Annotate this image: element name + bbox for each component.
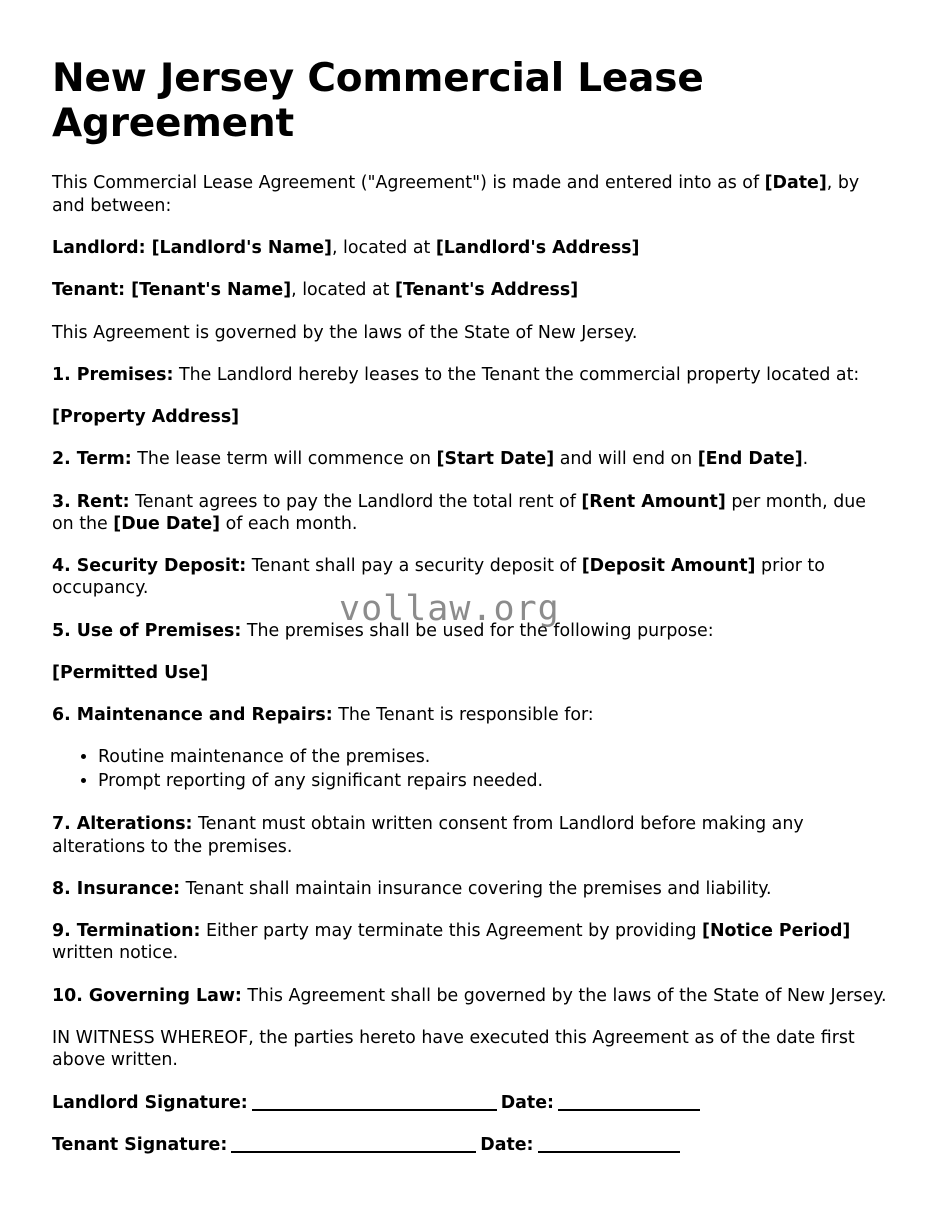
section-term-body-1: The lease term will commence on <box>131 449 437 470</box>
tenant-date-label: Date: <box>480 1134 534 1155</box>
property-address-placeholder-line <box>52 406 887 428</box>
section-insurance-heading: 8. Insurance: <box>52 878 181 899</box>
intro-text-after-date: , by and between: <box>52 173 860 216</box>
section-security-deposit-body-1: Tenant shall pay a security deposit of <box>246 556 582 577</box>
landlord-signature-row <box>52 1092 887 1114</box>
due-date-placeholder: [Due Date] <box>113 513 221 534</box>
section-maintenance-heading: 6. Maintenance and Repairs: <box>52 705 333 726</box>
list-item: • Prompt reporting of any significant repairs needed. <box>98 770 887 793</box>
section-governing-law-body: This Agreement shall be governed by the laws of the State of New Jersey. <box>241 985 887 1006</box>
section-insurance <box>52 878 887 900</box>
intro-text-before-date: This Commercial Lease Agreement ("Agreement") is made and entered into as of <box>52 173 765 194</box>
landlord-party-line <box>52 237 887 259</box>
section-term <box>52 448 887 470</box>
section-term-heading: 2. Term: <box>52 449 132 470</box>
section-termination-body-2: written notice. <box>52 943 179 964</box>
section-premises-heading: 1. Premises: <box>52 364 174 385</box>
tenant-party-line <box>52 279 887 301</box>
site-watermark: vollaw.org <box>339 589 560 629</box>
section-maintenance <box>52 704 887 726</box>
property-address-placeholder: [Property Address] <box>52 407 240 428</box>
section-rent <box>52 491 887 536</box>
witness-clause: IN WITNESS WHEREOF, the parties hereto have executed this Agreement as of the date first above written. <box>52 1027 855 1071</box>
tenant-label-name: Tenant: [Tenant's Name] <box>52 280 292 301</box>
landlord-connector: , located at <box>332 238 436 258</box>
section-security-deposit-heading: 4. Security Deposit: <box>52 556 247 577</box>
section-security-deposit <box>52 555 887 600</box>
section-alterations-body: Tenant must obtain written consent from Landlord before making any alterations to the premises. <box>52 814 804 857</box>
section-use-of-premises-body: The premises shall be used for the following purpose: <box>241 620 714 641</box>
landlord-signature-field[interactable] <box>252 1109 497 1111</box>
notice-period-placeholder: [Notice Period] <box>702 921 851 942</box>
start-date-placeholder: [Start Date] <box>436 449 555 470</box>
section-use-of-premises-heading: 5. Use of Premises: <box>52 620 242 641</box>
section-security-deposit-body-2: prior to occupancy. <box>52 556 825 599</box>
section-governing-law <box>52 985 887 1007</box>
section-premises-body: The Landlord hereby leases to the Tenant the commercial property located at: <box>173 364 860 385</box>
section-governing-law-heading: 10. Governing Law: <box>52 985 242 1006</box>
permitted-use-placeholder-line <box>52 662 887 684</box>
section-rent-heading: 3. Rent: <box>52 491 130 512</box>
date-placeholder: [Date] <box>764 173 827 194</box>
section-alterations <box>52 813 887 858</box>
landlord-date-field[interactable] <box>558 1109 700 1111</box>
deposit-amount-placeholder: [Deposit Amount] <box>581 556 756 577</box>
rent-amount-placeholder: [Rent Amount] <box>581 491 726 512</box>
section-insurance-body: Tenant shall maintain insurance covering the premises and liability. <box>180 878 772 899</box>
section-premises <box>52 364 887 386</box>
end-date-placeholder: [End Date] <box>697 449 803 470</box>
tenant-connector: , located at <box>291 280 395 301</box>
tenant-signature-field[interactable] <box>231 1151 476 1153</box>
section-rent-body-1: Tenant agrees to pay the Landlord the total rent of <box>129 491 582 512</box>
governing-statement: This Agreement is governed by the laws of the State of New Jersey. <box>52 322 638 343</box>
tenant-date-field[interactable] <box>538 1151 680 1153</box>
section-use-of-premises <box>52 620 887 642</box>
tenant-signature-label: Tenant Signature: <box>52 1134 228 1155</box>
landlord-address-placeholder: [Landlord's Address] <box>435 238 640 258</box>
section-term-body-2: and will end on <box>554 449 698 470</box>
section-term-body-3: . <box>802 449 809 470</box>
landlord-label-name: Landlord: [Landlord's Name] <box>52 238 332 258</box>
tenant-signature-row <box>52 1134 887 1156</box>
maintenance-responsibility-list <box>52 746 887 793</box>
section-rent-body-3: of each month. <box>220 513 358 534</box>
section-rent-body-2: per month, due on the <box>52 491 867 534</box>
page-title: New Jersey Commercial Lease Agreement <box>52 56 704 147</box>
landlord-date-label: Date: <box>500 1092 554 1113</box>
section-maintenance-body: The Tenant is responsible for: <box>332 705 594 726</box>
permitted-use-placeholder: [Permitted Use] <box>52 662 209 683</box>
section-alterations-heading: 7. Alterations: <box>52 814 193 835</box>
tenant-address-placeholder: [Tenant's Address] <box>395 280 579 301</box>
intro-paragraph <box>52 172 887 217</box>
section-termination-heading: 9. Termination: <box>52 921 201 942</box>
section-termination-body-1: Either party may terminate this Agreement by providing <box>200 921 703 942</box>
landlord-signature-label: Landlord Signature: <box>52 1092 248 1113</box>
section-termination <box>52 920 887 965</box>
list-item: • Routine maintenance of the premises. <box>98 746 887 769</box>
